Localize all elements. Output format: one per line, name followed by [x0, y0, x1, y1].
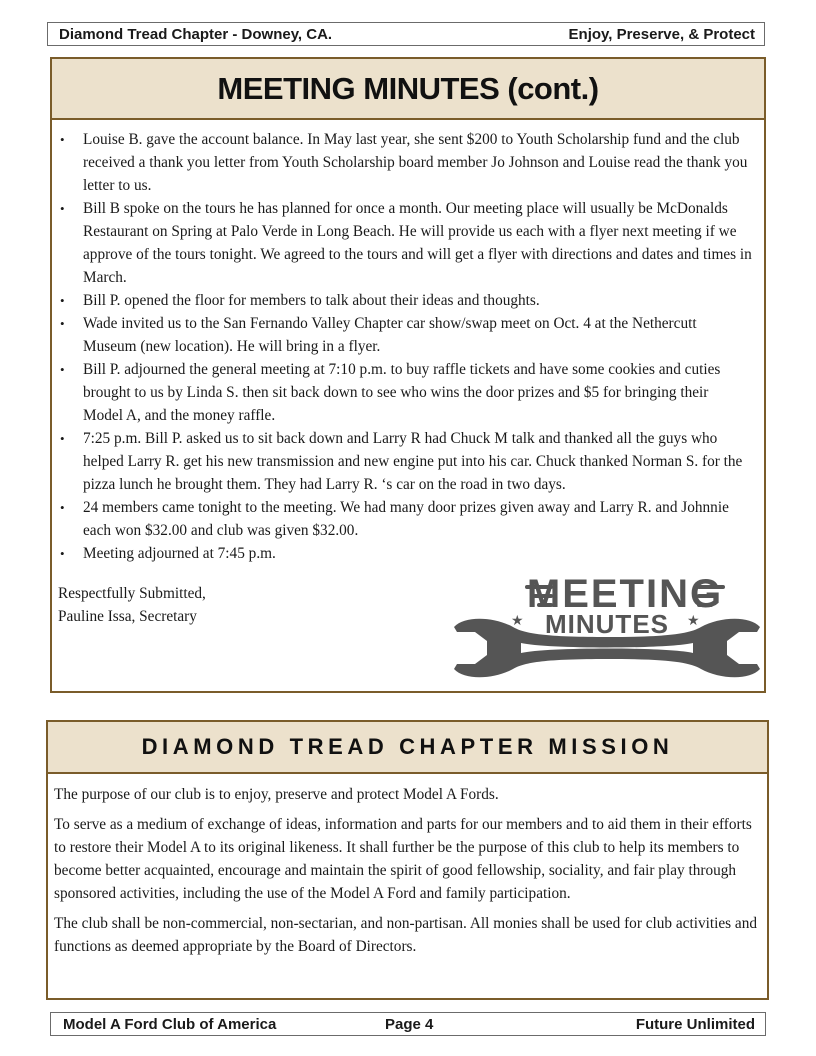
logo-top-text: MEETING	[526, 572, 724, 616]
bullet-icon: •	[60, 546, 65, 561]
list-item: • Wade invited us to the San Fernando Valley Chapter car show/swap meet on Oct. 4 at the Nethercutt Museum (new location). He will bring in a flyer.	[60, 312, 752, 358]
bullet-icon: •	[60, 293, 65, 308]
bullet-icon: •	[60, 316, 65, 331]
mission-section	[46, 720, 769, 1000]
secretary-name: Pauline Issa, Secretary	[58, 608, 197, 625]
meeting-minutes-title: MEETING MINUTES (cont.)	[217, 70, 599, 106]
header-chapter-name: Diamond Tread Chapter - Downey, CA.	[59, 25, 333, 43]
mission-body	[48, 774, 767, 958]
footer-publication-name: Future Unlimited	[635, 1015, 755, 1033]
minutes-list	[52, 120, 764, 565]
page-header	[47, 22, 765, 46]
footer-page-number: Page 4	[385, 1015, 434, 1033]
bullet-icon: •	[60, 431, 65, 446]
list-item: • 7:25 p.m. Bill P. asked us to sit back down and Larry R had Chuck M talk and thanked all the guys who helped Larry R. get his new transmission and new engine put into his car. Chuck thanked Norman S. for the pizza lunch he brought them. They had Larry R. ‘s car on the road in two days.	[60, 427, 752, 496]
meeting-minutes-title-bar	[52, 59, 764, 120]
signoff-line: Respectfully Submitted,	[58, 585, 206, 602]
star-icon: ★	[687, 613, 700, 629]
mission-title-bar	[48, 722, 767, 774]
list-item: • Bill B spoke on the tours he has planned for once a month. Our meeting place will usually be McDonalds Restaurant on Spring at Palo Verde in Long Beach. He will provide us each with a flyer next meeting if we approve of the tours tonight. We agreed to the tours and will get a flyer with directions and dates and times in March.	[60, 197, 752, 289]
star-icon: ★	[511, 613, 524, 629]
list-item: • Meeting adjourned at 7:45 p.m.	[60, 542, 752, 565]
list-item: • Bill P. adjourned the general meeting at 7:10 p.m. to buy raffle tickets and have some cookies and cuties brought to us by Linda S. then sit back down to see who wins the door prizes and $5 for bringing their Model A, and the money raffle.	[60, 358, 752, 427]
mission-title: DIAMOND TREAD CHAPTER MISSION	[141, 734, 674, 759]
list-item: • Bill P. opened the floor for members to talk about their ideas and thoughts.	[60, 289, 752, 312]
list-item: • Louise B. gave the account balance. In May last year, she sent $200 to Youth Scholarship fund and the club received a thank you letter from Youth Scholarship board member Jo Johnson and Louise read the thank you letter to us.	[60, 128, 752, 197]
bullet-icon: •	[60, 132, 65, 147]
mission-paragraph: To serve as a medium of exchange of ideas, information and parts for our members and to aid them in their efforts to restore their Model A to its original likeness. It shall further be the purpose of this club to help its members to become better acquainted, encourage and maintain the spirit of good fellowship, sociality, and fair play through sponsored activities, including the use of the Model A Ford and family participation.	[54, 816, 752, 902]
logo-bottom-text: MINUTES	[545, 609, 669, 639]
footer-club-name: Model A Ford Club of America	[63, 1015, 277, 1033]
bullet-icon: •	[60, 500, 65, 515]
bullet-icon: •	[60, 201, 65, 216]
bullet-icon: •	[60, 362, 65, 377]
mission-paragraph: The purpose of our club is to enjoy, preserve and protect Model A Fords.	[54, 786, 499, 803]
list-item: • 24 members came tonight to the meeting. We had many door prizes given away and Larry R. and Johnnie each won $32.00 and club was given $32.00.	[60, 496, 752, 542]
page-footer	[50, 1012, 766, 1036]
meeting-minutes-wrench-logo	[447, 565, 765, 689]
mission-paragraph: The club shall be non-commercial, non-sectarian, and non-partisan. All monies shall be used for club activities and functions as deemed appropriate by the Board of Directors.	[54, 915, 758, 955]
meeting-minutes-section	[50, 57, 766, 693]
header-motto: Enjoy, Preserve, & Protect	[568, 25, 755, 43]
